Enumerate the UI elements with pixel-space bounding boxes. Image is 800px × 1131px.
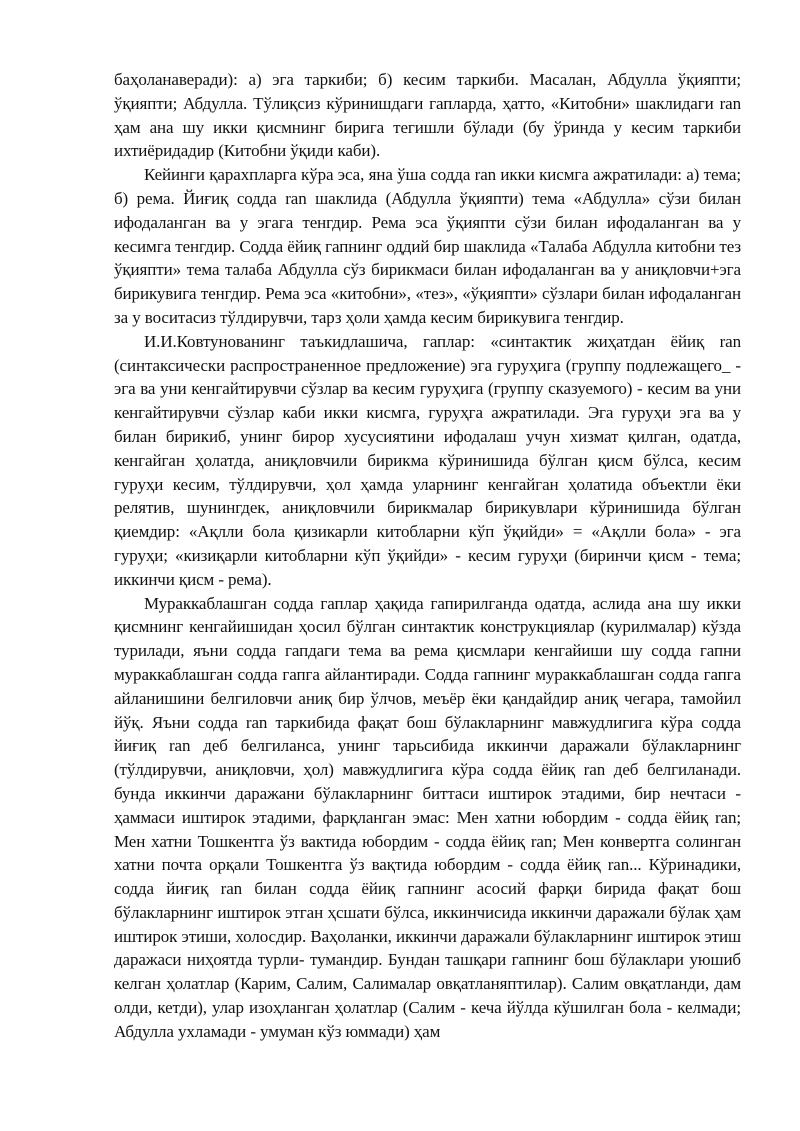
paragraph-3: И.И.Ковтунованинг таъкидлашича, гаплар: «синтактик жиҳатдан ёйиқ ran (синтаксически распространенное предложение) эга гуруҳига (группу подлежащего_ - эга ва уни кенгайтирувчи сўзлар ва кесим гуруҳига (группу сказуемого) - кесим ва уни кенгайтирувчи сўзлар каби икки кисмга, гуруҳга ажратилади. Эга гуруҳи эга ва у билан бирикиб, унинг бирор хусусиятини ифодалаш учун хизмат қилган, одатда, кенгайган ҳолатда, аниқловчили бирикма кўринишида бўлган қисм бўлса, кесим гуруҳи кесим, тўлдирувчи, ҳол ҳамда уларнинг кенгайган ҳолатида объектли ёки релятив, шунингдек, аниқловчили бирикмалар бирикувлари кўринишида бўлган қиемдир: «Ақлли бола қизикарли китобларни кўп ўқийди» = «Ақлли бола» - эга гуруҳи; «кизиқарли китобларни кўп ўқийди» - кесим гуруҳи (биринчи қисм - тема; иккинчи қисм - рема). bbox=[114, 331, 741, 589]
paragraph-2: Кейинги қарахпларга кўра эса, яна ўша содда ran икки кисмга ажратилади: а) тема; б) рема. Йиғиқ содда ran шаклида (Абдулла ўқияпти) тема «Абдулла» сўзи билан ифодаланган ва у эгага тенгдир. Рема эса ўқияпти сўзи билан ифодаланган ва у кесимга тенгдир. Содда ёйиқ гапнинг оддий бир шаклида «Талаба Абдулла китобни тез ўқияпти» тема талаба Абдулла сўз бирикмаси билан ифодаланган ва у аниқловчи+эга бирикувига тенгдир. Рема эса «китобни», «тез», «ўқияпти» сўзлари билан ифодаланган за у воситасиз тўлдирувчи, тарз ҳоли ҳамда кесим бирикувига тенгдир. bbox=[114, 165, 741, 327]
document-page bbox=[114, 68, 741, 1044]
paragraph-1: баҳоланаверади): а) эга таркиби; б) кесим таркиби. Масалан, Абдулла ўқияпти; ўқияпти; Абдулла. Тўлиқсиз кўринишдаги гапларда, ҳатто, «Китобни» шаклидаги ran ҳам ана шу икки қисмнинг бирига тегишли бўлади (бу ўринда у кесим таркиби ихтиёридадир (Китобни ўқиди каби). bbox=[114, 70, 741, 161]
paragraph-4: Мураккаблашган содда гаплар ҳақида гапирилганда одатда, аслида ана шу икки қисмнинг кенгайишидан ҳосил бўлган синтактик конструкциялар (курилмалар) кўзда турилади, яъни содда гапдаги тема ва рема қисмлари кенгайиши шу содда гапни мураккаблашган содда гапга айлантиради. Содда гапнинг мураккаблашган содда гапга айланишини белгиловчи аниқ бир ўлчов, меъёр ёки қандайдир аниқ чегара, тамойил йўқ. Яъни содда ran таркибида фақат бош бўлакларнинг мавжудлигига кўра содда йиғиқ ran деб белгиланса, унинг тарьсибида иккинчи даражали бўлакларнинг (тўлдирувчи, аниқловчи, ҳол) мавжудлигига кўра содда ёйиқ ran деб белгиланади. бунда иккинчи даражани бўлакларнинг биттаси иштирок этадими, бир нечтаси - ҳаммаси иштирок этадими, фарқланган эмас: Мен хатни юбордим - содда ёйиқ ran; Мен хатни Тошкентга ўз вактида юбордим - содда ёйиқ ran; Мен конвертга солинган хатни почта орқали Тошкентга ўз вақтида юбордим - содда ёйиқ ran... Кўринадики, содда йиғиқ ran билан содда ёйиқ гапнинг асосий фарқи бирида фақат бош бўлакларнинг иштирок этган ҳсшати бўлса, иккинчисида иккинчи даражали бўлак ҳам иштирок этиши, холосдир. Ваҳоланки, иккинчи даражали бўлакларнинг иштирок этиш даражаси ниҳоятда турли- тумандир. Бундан ташқари гапнинг бош бўлаклари уюшиб келган ҳолатлар (Карим, Салим, Салималар овқатланяптилар). Салим овқатланди, дам олди, кетди), улар изоҳланган ҳолатлар (Салим - кеча йўлда кўшилган бола - келмади; Абдулла ухламади - умуман кўз юммади) ҳам bbox=[114, 593, 741, 1041]
